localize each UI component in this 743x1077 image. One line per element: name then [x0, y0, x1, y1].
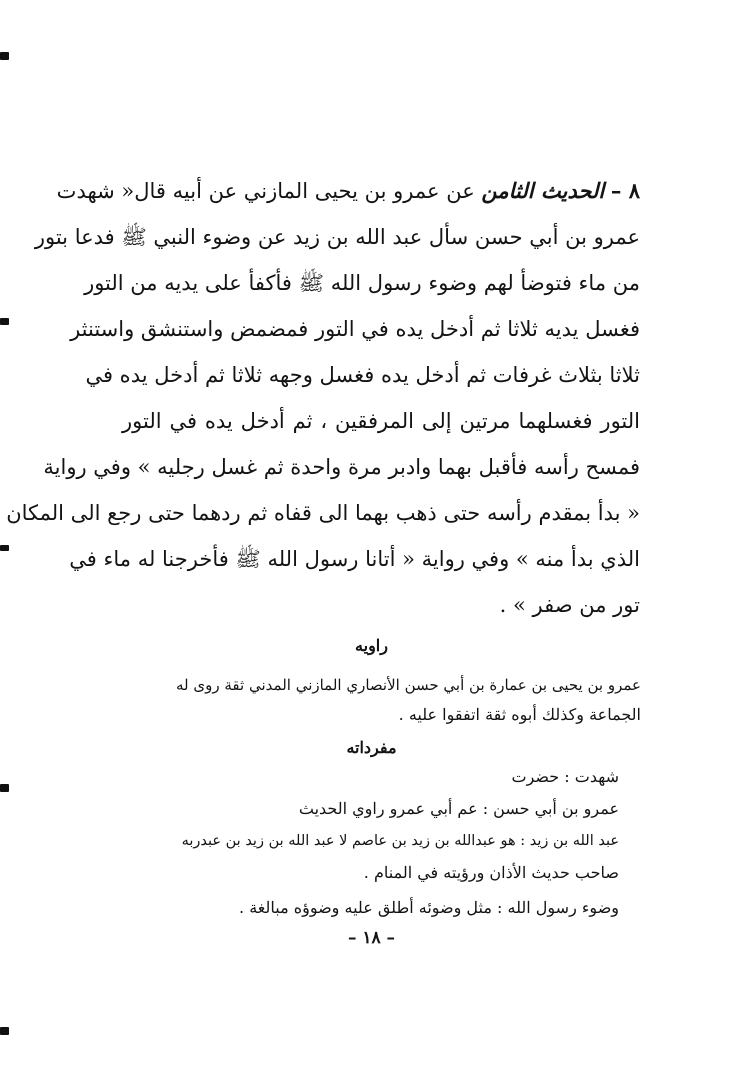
scan-edge-mark	[0, 784, 9, 792]
hadith-line: تور من صفر » .	[499, 593, 640, 617]
vocabulary-line: صاحب حديث الأذان ورؤيته في المنام .	[363, 863, 619, 882]
scan-edge-mark	[0, 318, 9, 325]
hadith-line: التور فغسلهما مرتين إلى المرفقين ، ثم أدخل يده في التور	[122, 409, 640, 433]
hadith-line: عمرو بن أبي حسن سأل عبد الله بن زيد عن وضوء النبي ﷺ فدعا بتور	[34, 225, 640, 249]
hadith-line: « بدأ بمقدم رأسه حتى ذهب بهما الى قفاه ثم ردهما حتى رجع الى المكان	[6, 501, 640, 525]
hadith-line: ثلاثا بثلاث غرفات ثم أدخل يده فغسل وجهه ثلاثا ثم أدخل يده في	[85, 363, 640, 387]
scan-edge-mark	[0, 545, 9, 551]
hadith-line: الذي بدأ منه » وفي رواية « أتانا رسول الله ﷺ فأخرجنا له ماء في	[69, 547, 640, 571]
vocabulary-heading: مفرداته	[346, 738, 397, 757]
narrator-line: الجماعة وكذلك أبوه ثقة اتفقوا عليه .	[398, 705, 641, 724]
page-number: – ١٨ –	[347, 928, 396, 948]
scan-edge-mark	[0, 52, 9, 60]
vocabulary-line: وضوء رسول الله : مثل وضوئه أطلق عليه وضوؤه مبالغة .	[239, 898, 619, 917]
vocabulary-line: شهدت : حضرت	[511, 767, 619, 786]
hadith-line: فمسح رأسه فأقبل بهما وادبر مرة واحدة ثم غسل رجليه » وفي رواية	[43, 455, 640, 479]
vocabulary-line: عبد الله بن زيد : هو عبدالله بن زيد بن عاصم لا عبد الله بن زيد بن عبدربه	[181, 833, 619, 849]
narrator-heading: راويه	[355, 636, 388, 655]
hadith-text	[6, 168, 640, 628]
vocabulary-line: عمرو بن أبي حسن : عم أبي عمرو راوي الحديث	[298, 799, 619, 818]
hadith-line-text: عن عمرو بن يحيى المازني عن أبيه قال« شهدت	[56, 179, 475, 203]
hadith-heading: الحديث الثامن	[481, 178, 605, 203]
narrator-line: عمرو بن يحيى بن عمارة بن أبي حسن الأنصاري المازني المدني ثقة روى له	[176, 676, 641, 694]
hadith-line: فغسل يديه ثلاثا ثم أدخل يده في التور فمضمض واستنشق واستنثر	[70, 317, 640, 341]
scan-edge-mark	[0, 1027, 9, 1035]
hadith-line: من ماء فتوضأ لهم وضوء رسول الله ﷺ فأكفأ على يديه من التور	[84, 271, 640, 295]
hadith-number: ٨ –	[610, 178, 640, 203]
hadith-line	[56, 168, 640, 214]
